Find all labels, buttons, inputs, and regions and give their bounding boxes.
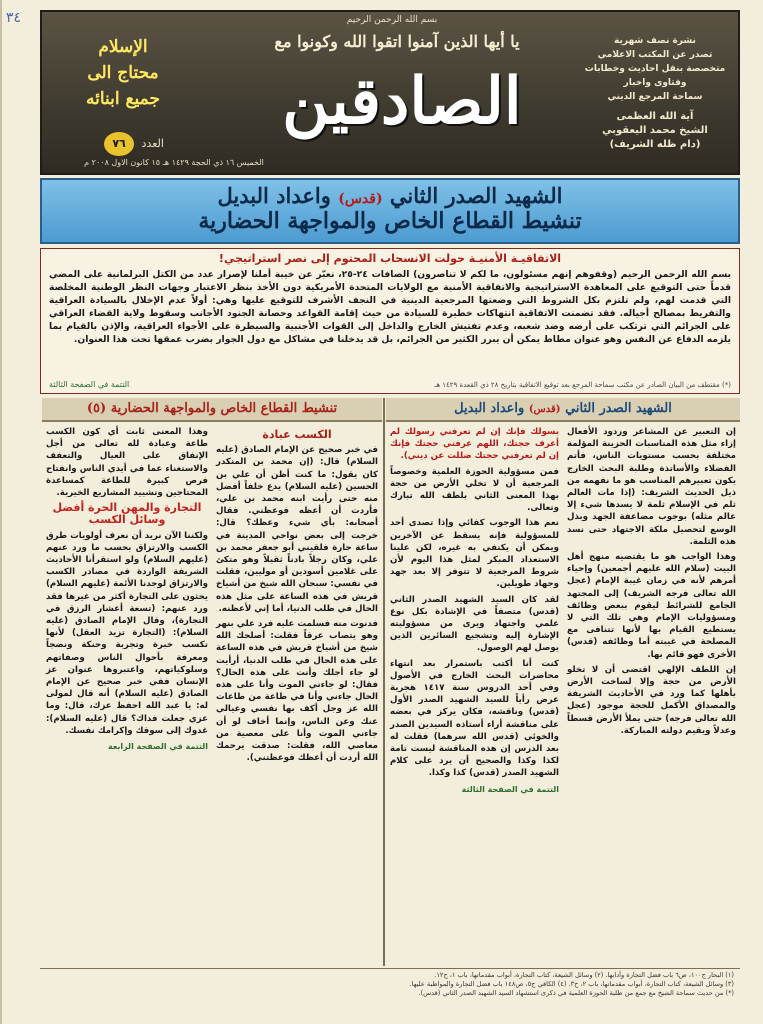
bismillah: بسم الله الرحمن الرحيم <box>346 15 438 25</box>
slogan-line: جميع ابنائه <box>85 89 161 109</box>
column-divider <box>383 398 385 966</box>
part-number: (٥) <box>86 401 107 416</box>
slogan-line: محتاج الى <box>87 63 159 83</box>
paragraph: فمن مسؤولية الحوزة العلمية وخصوصاً المرجعية أن لا تخلي الأرض من حجة بهذا المعنى الثاني بلطف الله تبارك وتعالى. <box>390 466 559 514</box>
paragraph: لقد كان السيد الشهيد الصدر الثاني (قدس) متصفاً في الإشادة بكل نوع علمي واجتهاد ويرى من مسؤوليته الإشارة إليه وتشجيع السائرين الذين يوصل لهم الوصول. <box>390 594 559 654</box>
issue-label: العدد <box>141 137 164 150</box>
article-private-sector-column <box>42 398 382 966</box>
continued-note: التتمة في الصفحة الثالثة <box>461 784 559 794</box>
column-title-text: تنشيط القطاع الخاص والمواجهة الحضارية <box>110 401 338 416</box>
paragraph: وهذا المعنى ثابت أي كون الكسب طاعة وعبادة لله تعالى من أجل الإنفاق على العيال والتعفف والاستغناء عما في أيدي الناس وانفتاح فرص كبيرة للطاعة كمساعدة المحتاجين وتشييد المشاريع الخيرية. <box>46 427 208 499</box>
paragraph: نعم هذا الوجوب كفائي وإذا تصدى أحد للمسؤولية فإنه يسقط عن الآخرين ويمكن أن يكتفي به غيره، لكن علينا الاستعداد المبكر لمثل هذا اليوم لأن شروط المرجعية لا تتوفر إلا بعد جهد وجهاد طويلين. <box>390 518 559 590</box>
publisher-line: وفتاوى واخبار <box>623 78 687 88</box>
publisher-line: سماحة المرجع الديني <box>607 92 703 102</box>
masthead <box>40 10 740 175</box>
publisher-info <box>580 34 730 152</box>
column-title-honorific: (قدس) <box>528 404 561 415</box>
footnote: (١) البحار ج١٠٠، ص٦ باب فضل التجارة وآدابها. (٢) وسائل الشيعة، كتاب التجارة، أبواب مقدماتها، باب ١، ح١٢. <box>434 971 734 979</box>
column-title-b: واعداد البديل <box>454 401 525 416</box>
lead-article-title: الاتفاقيـة الأمنيـة حولت الانسحاب المحتوم إلى نصر استراتيجي! <box>218 252 562 265</box>
issue-number <box>62 132 202 156</box>
sub-column <box>216 426 378 767</box>
issue-badge: ٧٦ <box>104 132 134 156</box>
main-headline <box>40 178 740 244</box>
column-body <box>42 422 382 767</box>
headline-honorific: (قدس) <box>338 191 383 207</box>
cleric-name-line: الشيخ محمد اليعقوبي <box>602 125 708 136</box>
headline-line-1 <box>42 180 738 208</box>
slogan <box>58 34 188 112</box>
headline-line-2: تنشيط القطاع الخاص والمواجهة الحضارية <box>198 208 582 234</box>
paragraph: كنت أنا أكتب باستمرار بعد انتهاء محاضرات البحث الخارج في الأصول وفي أحد الدروس سنة ١٤١٧ هجرية عرض رأياً للسيد الشهيد الصدر الأول (قدس) وناقشه، فكان يركز في بعضه على مناقشة أراء أستاذه السيدين الصدر والخوئي (قدس الله سرهما) فقلت له بعد الدرس إن هذه المناقشة ليست تامة لكذا وكذا والصحيح أن يرد على كلام الشهيد الصدر (قدس) كذا وكذا. <box>390 658 559 779</box>
footnotes <box>40 968 740 1012</box>
lead-article <box>40 248 740 394</box>
lead-article-footnote: (*) مقتطف من البيان الصادر عن مكتب سماحة المرجع بعد توقيع الاتفاقية بتاريخ ٢٨ ذي القعدة ١٤٢٩ هـ <box>434 381 731 389</box>
slogan-line: الإسلام <box>98 37 148 57</box>
quran-verse: يا أيها الذين آمنوا اتقوا الله وكونوا مع <box>274 32 520 51</box>
publisher-line: متخصصة بنقل احاديث وخطابات <box>584 64 726 74</box>
footnote: (*) من حديث سماحة الشيخ مع جمع من طلبة الحوزة العلمية في ذكرى استشهاد السيد الشهيد الصدر الثاني (قدس). <box>418 989 734 997</box>
margin-annotation: ٣٤ <box>6 10 22 26</box>
column-body <box>386 422 740 796</box>
cleric-honorific: (دام ظله الشريف) <box>609 139 701 150</box>
sub-column <box>390 426 559 796</box>
paragraph: فدنوت منه فسلمت عليه فرد علي بنهر وهو يتصاب عرقاً فقلت: أصلحك الله شيخ من أشياخ قريش في هذه الساعة على هذه الحال في طلب الدنيا، أرأيت لو جاء أجلك وأنت على هذه الحال؟ فقال: لو جاءني الموت وأنا على هذه الحال جاءني وأنا في طاعة من طاعات الله عز وجل أكف بها نفسي وعيالي عنك وعن الناس، وإنما أخاف لو أن جاءني الموت وأنا على معصية من معاصي الله، فقلت: صدقت يرحمك الله أردت أن أعظك فوعظتني). <box>216 619 378 764</box>
publisher-line: نشرة نصف شهرية <box>614 36 696 46</box>
section-title: التجارة والمهن الحرة أفضل وسائل الكسب <box>52 501 202 527</box>
lead-article-body: بسم الله الرحمن الرحيم (وقفوهم إنهم مسئولون، ما لكم لا تناصرون) الصافات ٢٤-٢٥، نعبّر عن خيبة أملنا لإصرار عدد من الكتل البرلمانية على المضي قدماً حتى التوقيع على المعاهدة الاستراتيجية والاتفاقية الأمنية مع الولايات المتحدة الأمريكية دون الأخذ بنظر الاعتبار وجهات النظر الوطنية المخلصة التي قدمت لهم، ولم تلتزم بكل الشروط التي وضعتها المرجعية الدينية في النجف الأشرف للتوقيع عليها وهي: أولاً عدم الإخلال بالسيادة العراقية والتفريط بمصالح أجياله. فقد تضمنت الاتفاقية انتهاكات خطيرة للسيادة من حيث إقامة القواعد وحصانة الجنود الأجانب وسقوط ولاية القضاء العراقي على الجرائم التي ترتكب على أرضه وضد شعبه، وعدم تفتيش الخارج والداخل إلى القوات الأجنبية والسيطرة على الأجواء العراقية، والإذن بالقيام بما يلزمه الدفاع عن النفس وهو عنوان مطاط يمكن أن يبرر الكثير من الجرائم، بل قد يدخلنا في مشاكل مع دول الجوار بضرب عمقها تحت هذا العنوان. <box>49 269 731 345</box>
article-sadr-column <box>386 398 740 966</box>
headline-part-a: الشهيد الصدر الثاني <box>389 183 563 208</box>
column-title <box>386 398 740 422</box>
sub-column <box>46 426 208 767</box>
paragraph: إن اللطف الإلهي اقتضى أن لا تخلو الأرض من حجة وإلا لساخت الأرض بأهلها كما ورد في الأحاديث الشريفة والمصداق الأكمل للحجة موجود (عجل الله تعالى فرجه) حتى يملأ الأرض قسطاً وعدلاً ويقيم دولته المباركة. <box>567 664 736 736</box>
cleric-name <box>580 110 730 152</box>
headline-part-b: واعداد البديل <box>217 183 331 208</box>
paragraph: ولكننا الآن نريد أن نعرف أولويات طرق الكسب والارتزاق بحسب ما ورد عنهم (عليهم السلام) ولو استقرأنا الأحاديث الشريفة الواردة في مصادر الكسب والارتزاق لوجدنا الأئمة (عليهم السلام) يحثون على التجارة أكثر من غيرها فقد ورد عنهم: (تسعة أعشار الرزق في التجارة)، وقال الإمام الصادق (عليه السلام): (التجارة تزيد العقل) لأنها تكسب خبرة وتجربة وحنكة ونضجاً ومعرفة بأحوال الناس وصفاتهم وسلوكياتهم، واعتبروها عنوان عز الإنسان ففي خبر صحيح عن الإمام الصادق (عليه السلام) أنه قال لمولى له: يا عبد الله احفظ عزك، قال: وما عزي جعلت فداك؟ قال (عليه السلام): غدوك إلى سوقك وإكرامك نفسك. <box>45 530 208 736</box>
paragraph: إن التعبير عن المشاعر وردود الأفعال إزاء مثل هذه المناسبات الحزينة المؤلمة مختلفة بحسب مستويات الناس، فأتم الفضلاء والأساتذة وطلبة البحث الخارج يكون تعبيرهم المناسب هو ما نفهمه من ذيل الحديث الشريف: (إذا مات العالم ثلم في الإسلام ثلمة لا يسدها شيء إلا عالم مثله) بوجوب مضاعفة الجهد وبذل الوسع لتحصيل ملكة الاجتهاد حتى نسد هذه الثلمة. <box>567 427 736 547</box>
paragraph: وهذا الواجب هو ما يقتضيه منهج أهل البيت (سلام الله عليهم أجمعين) وإحياء أمرهم لأنه في زمان غيبة الإمام (عجل الله تعالى فرجه الشريف) إلى المجتهد الجامع للشرائط ليقوم ببعض وظائف ومسؤوليات الإمام وهي تلك التي لا يستطيع القيام بها لأنها تتنافى مع المصلحة في غيبته أما وظائفه (قدس) الأخرى فهو قائم بها. <box>567 552 736 660</box>
paragraph-quote: بسولك فإنك إن لم تعرفني رسولك لم أعرف حجتك، اللهم عرفني حجتك فإنك إن لم تعرفني حجتك ضللت عن ديني). <box>390 427 559 462</box>
newsletter-title: الصادقين <box>282 64 522 139</box>
continued-note: التتمة في الصفحة الثالثة <box>49 380 130 389</box>
paragraph: في خبر صحيح عن الإمام الصادق (عليه السلام) قال: (إن محمد بن المنكدر كان يقول: ما كنت أظن أن علي بن الحسين (عليه السلام) يدع خلفاً أفضل منه حتى رأيت ابنه محمد بن علي، فأردت أن أعظه فوعظني. فقال أصحابه: بأي شيء وعظك؟ قال: خرجت إلى بعض نواحي المدينة في ساعة حارة فلقيني أبو جعفر محمد بن علي، وكان رجلاً بادناً ثقيلاً وهو متكئ على غلامين أسودين أو موليين، فقلت في نفسي: سبحان الله شيخ من أشياخ قريش في هذه الساعة على مثل هذه الحال في طلب الدنيا، أما إني لأعظنه. <box>216 445 378 614</box>
issue-date: الخميس ١٦ ذي الحجة ١٤٢٩ هـ ١٥ كانون الاول ٢٠٠٨ م <box>84 158 264 167</box>
column-title <box>42 398 382 422</box>
cleric-title: آية الله العظمى <box>616 111 694 122</box>
footnote: (٣) وسائل الشيعة، كتاب التجارة، أبواب مقدماتها، باب ٢، ح٣. (٤) الكافي ج٥، ص١٤٨ باب فضل التجارة والمواظبة عليها. <box>409 980 734 988</box>
sub-column <box>567 426 736 796</box>
section-title: الكسب عبادة <box>262 428 332 441</box>
column-title-a: الشهيد الصدر الثاني <box>565 401 672 416</box>
publisher-line: تصدر عن المكتب الاعلامي <box>597 50 713 60</box>
continued-note: التتمة في الصفحة الرابعة <box>107 742 208 752</box>
